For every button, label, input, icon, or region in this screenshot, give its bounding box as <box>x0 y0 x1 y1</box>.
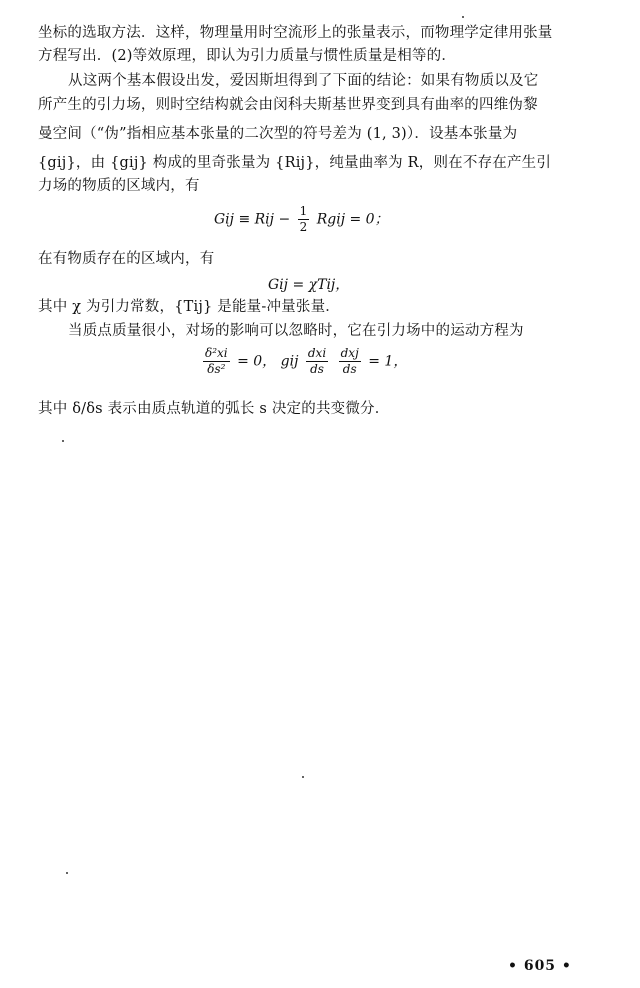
eq3-frac2 <box>306 346 328 377</box>
text-line-7: 力场的物质的区域内，有 <box>38 178 200 194</box>
text-line-8: 在有物质存在的区域内，有 <box>38 251 215 267</box>
text-line-9: 其中 χ 为引力常数，{Tij} 是能量-冲量张量． <box>38 299 340 315</box>
eq3-part1: = 0， gij <box>237 353 303 370</box>
eq1-frac-num: 1 <box>299 204 308 218</box>
eq3-frac2-den: ds <box>310 362 324 376</box>
text-line-3: 从这两个基本假设出发，爱因斯坦得到了下面的结论：如果有物质以及它 <box>68 73 539 89</box>
eq1-frac-den: 2 <box>299 220 308 234</box>
text-line-6: {gij}，由 {gij} 构成的里奇张量为 {Rij}，纯量曲率为 R，则在不存在产生引 <box>38 155 552 171</box>
text-line-1: 坐标的选取方法．这样，物理量用时空流形上的张量表示，而物理学定律用张量 <box>38 25 553 41</box>
speck <box>302 776 304 778</box>
eq3-frac1-den: δs² <box>207 362 226 376</box>
text-line-11: 其中 δ/δs 表示由质点轨道的弧长 s 决定的共变微分． <box>38 401 390 417</box>
einstein-field-equation: Gij = χTij， <box>268 277 350 293</box>
text-line-4: 所产生的引力场，则时空结构就会由闵科夫斯基世界变到具有曲率的四维伪黎 <box>38 97 538 113</box>
eq1-fraction <box>298 204 310 235</box>
eq3-part2: = 1， <box>368 353 408 370</box>
eq3-frac2-num: dxi <box>307 346 327 360</box>
eq3-frac1 <box>203 346 230 377</box>
eq3-frac3-den: ds <box>342 362 357 376</box>
eq3-frac1-num: δ²xi <box>205 346 228 360</box>
speck <box>66 872 68 874</box>
geodesic-equation <box>200 346 407 377</box>
text-line-2: 方程写出．(2)等效原理，即认为引力质量与惯性质量是相等的． <box>38 48 457 64</box>
speck <box>62 440 64 442</box>
eq1-rhs: Rgij = 0； <box>316 211 389 228</box>
eq3-frac3-num: dxj <box>340 346 359 360</box>
text-line-5: 曼空间（“伪”指相应基本张量的二次型的符号差为 (1, 3)）．设基本张量为 <box>38 126 518 142</box>
speck <box>462 16 464 18</box>
page-number: • 605 • <box>508 958 572 974</box>
eq3-frac3 <box>339 346 361 377</box>
eq1-lhs: Gij ≡ Rij − <box>214 211 295 228</box>
einstein-vacuum-equation <box>214 204 389 235</box>
text-line-10: 当质点质量很小，对场的影响可以忽略时，它在引力场中的运动方程为 <box>68 323 524 339</box>
